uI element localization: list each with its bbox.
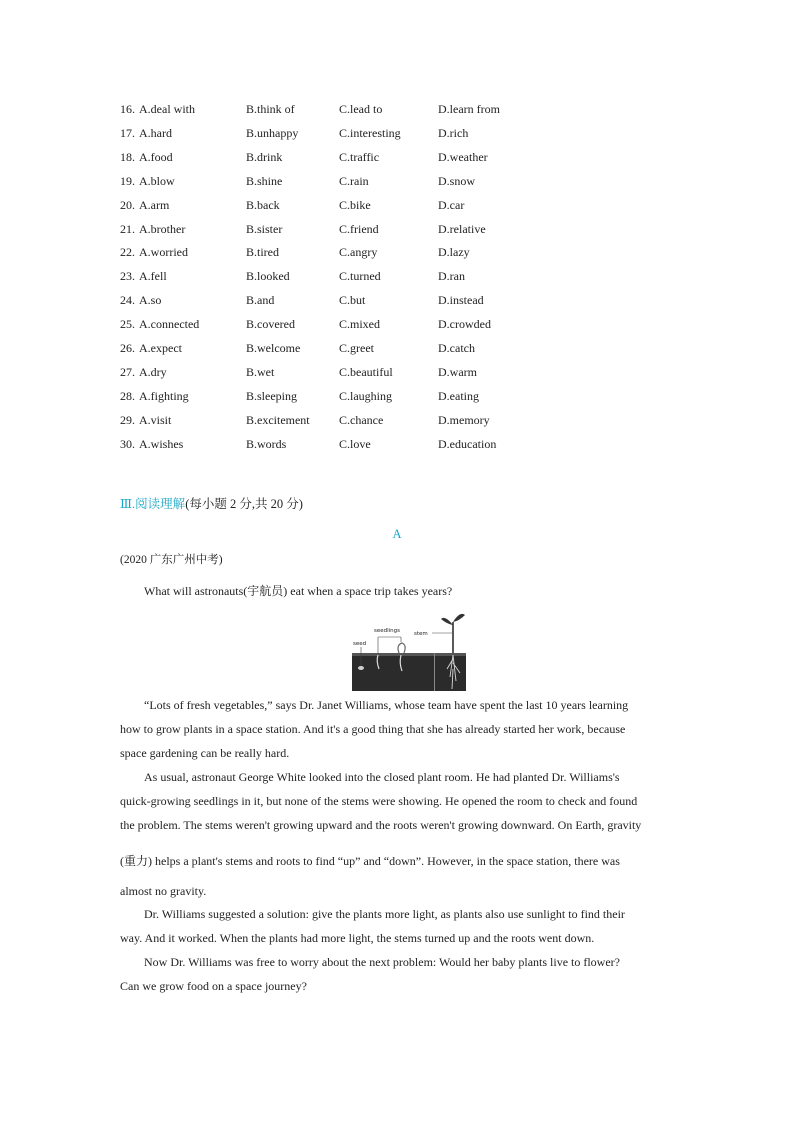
question-number: 30. (120, 436, 135, 451)
option-d: D.relative (438, 221, 486, 236)
passage-line-6: the problem. The stems weren't growing upward and the roots weren't growing downward. On Earth, gravity (120, 818, 642, 832)
option-c: C.beautiful (339, 364, 393, 379)
option-a: A.arm (139, 197, 170, 212)
passage-line-3: space gardening can be really hard. (120, 746, 290, 760)
option-c: C.traffic (339, 149, 380, 164)
option-c: C.bike (339, 197, 371, 212)
question-number: 25. (120, 317, 135, 332)
question-number: 27. (120, 364, 135, 379)
question-number: 22. (120, 245, 135, 260)
option-d: D.lazy (438, 245, 470, 260)
option-a: A.visit (139, 412, 172, 427)
option-d: D.car (438, 197, 465, 212)
option-b: B.wet (246, 364, 275, 379)
option-a: A.fighting (139, 388, 189, 403)
passage-letter: A (392, 527, 402, 541)
passage-line-10: way. And it worked. When the plants had more light, the stems turned up and the roots went down. (120, 931, 595, 945)
option-b: B.welcome (246, 341, 301, 355)
option-c: C.turned (339, 269, 381, 284)
figure-label-stem: stem (414, 631, 428, 637)
option-b: B.words (246, 436, 287, 451)
question-number: 29. (120, 412, 135, 427)
question-number: 21. (120, 221, 135, 236)
option-a: A.expect (139, 341, 182, 355)
option-b: B.excitement (246, 412, 310, 427)
passage-line-4: As usual, astronaut George White looked into the closed plant room. He had planted Dr. Williams's (144, 770, 620, 784)
question-number: 17. (120, 125, 135, 140)
section-title: Ⅲ.阅读理解 (120, 497, 186, 511)
passage-line-12: Can we grow food on a space journey? (120, 979, 307, 993)
option-c: C.rain (339, 173, 369, 188)
option-d: D.snow (438, 173, 476, 188)
option-d: D.crowded (438, 317, 491, 332)
option-d: D.eating (438, 388, 479, 403)
question-number: 20. (120, 197, 135, 212)
option-b: B.back (246, 197, 280, 212)
option-c: C.angry (339, 245, 378, 260)
option-d: D.warm (438, 364, 477, 379)
option-a: A.so (139, 293, 162, 308)
question-number: 28. (120, 388, 135, 403)
question-number: 24. (120, 293, 135, 308)
option-d: D.catch (438, 341, 475, 355)
option-c: C.friend (339, 221, 379, 236)
option-c: C.mixed (339, 317, 380, 332)
passage-question: What will astronauts(宇航员) eat when a space trip takes years? (144, 584, 453, 598)
passage-line-1: “Lots of fresh vegetables,” says Dr. Janet Williams, whose team have spent the last 10 years learning (144, 698, 629, 712)
passage-source: (2020 广东广州中考) (120, 554, 223, 566)
section-note: (每小题 2 分,共 20 分) (185, 497, 303, 511)
option-b: B.drink (246, 149, 283, 164)
question-number: 16. (120, 102, 135, 116)
option-b: B.shine (246, 173, 283, 188)
question-number: 23. (120, 269, 135, 284)
option-c: C.lead to (339, 102, 383, 116)
option-c: C.love (339, 436, 371, 451)
plant-growth-figure (352, 609, 466, 691)
option-c: C.chance (339, 412, 384, 427)
option-c: C.but (339, 293, 366, 308)
option-a: A.dry (139, 364, 167, 379)
option-b: B.think of (246, 102, 295, 116)
option-c: C.greet (339, 341, 374, 355)
question-number: 19. (120, 173, 135, 188)
option-b: B.and (246, 293, 275, 308)
passage-line-9: Dr. Williams suggested a solution: give the plants more light, as plants also use sunlight to find their (144, 907, 625, 921)
figure-label-seed: seed (353, 641, 367, 647)
figure-label-seedlings: seedlings (374, 628, 401, 634)
option-d: D.education (438, 436, 497, 451)
option-d: D.rich (438, 125, 469, 140)
question-number: 26. (120, 341, 135, 355)
option-b: B.looked (246, 269, 290, 284)
option-d: D.learn from (438, 102, 500, 116)
option-d: D.weather (438, 149, 488, 164)
option-a: A.food (139, 149, 173, 164)
option-a: A.wishes (139, 436, 184, 451)
option-c: C.interesting (339, 125, 401, 140)
option-b: B.tired (246, 245, 279, 260)
option-a: A.deal with (139, 102, 195, 116)
option-a: A.blow (139, 173, 175, 188)
option-b: B.sister (246, 221, 283, 236)
passage-line-11: Now Dr. Williams was free to worry about the next problem: Would her baby plants live to flower? (144, 955, 620, 969)
option-b: B.sleeping (246, 388, 297, 403)
section-heading (120, 494, 303, 512)
passage-line-2: how to grow plants in a space station. And it's a good thing that she has already started her work, because (120, 722, 626, 736)
passage-line-8: almost no gravity. (120, 884, 207, 898)
option-d: D.instead (438, 293, 484, 308)
option-b: B.unhappy (246, 125, 299, 140)
option-a: A.worried (139, 245, 188, 260)
option-a: A.connected (139, 317, 200, 332)
option-b: B.covered (246, 317, 295, 332)
passage-line-5: quick-growing seedlings in it, but none of the stems were showing. He opened the room to check and found (120, 794, 638, 808)
question-number: 18. (120, 149, 135, 164)
option-a: A.hard (139, 125, 172, 140)
option-d: D.ran (438, 269, 465, 284)
option-c: C.laughing (339, 388, 392, 403)
option-d: D.memory (438, 412, 490, 427)
option-a: A.brother (139, 221, 186, 236)
option-a: A.fell (139, 269, 167, 284)
passage-line-7: (重力) helps a plant's stems and roots to find “up” and “down”. However, in the space station, there was (120, 854, 620, 868)
